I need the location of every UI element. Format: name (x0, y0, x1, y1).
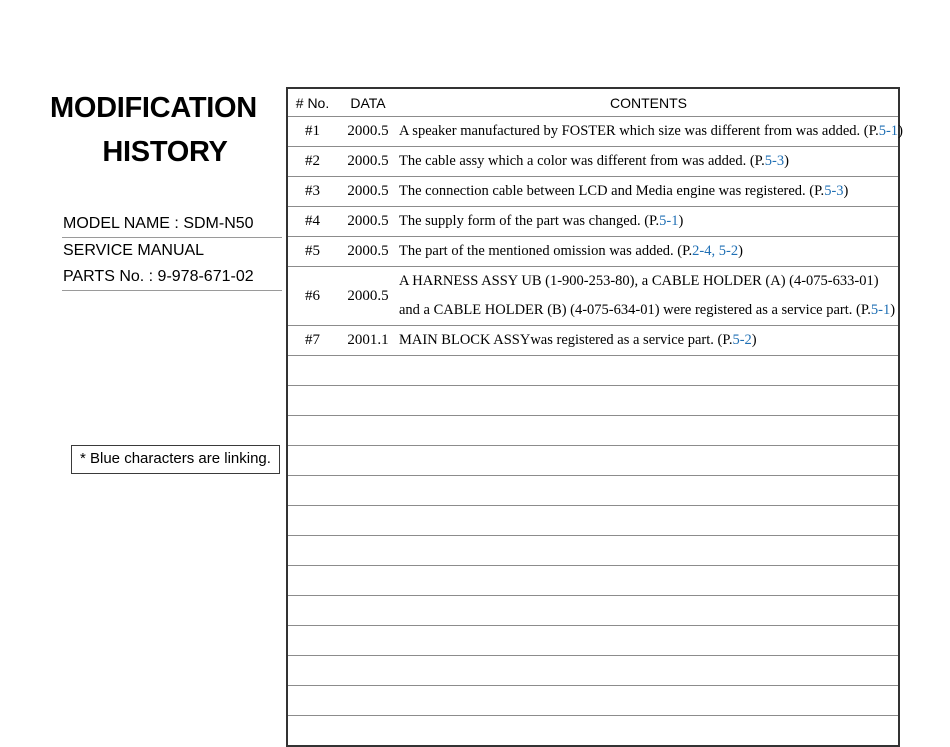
page-title-line-1: MODIFICATION (50, 92, 257, 124)
cell-contents (399, 326, 899, 356)
table-row-empty (287, 656, 899, 686)
cell-date (337, 716, 399, 747)
table-body (287, 117, 903, 747)
cell-contents (399, 476, 899, 506)
cell-contents (399, 267, 899, 326)
cell-revision-no (287, 446, 337, 476)
cell-revision-no: #7 (287, 326, 337, 356)
page-reference-link[interactable]: 5-1 (659, 213, 679, 229)
cell-revision-no (287, 566, 337, 596)
table-row-empty (287, 566, 899, 596)
cell-revision-no (287, 716, 337, 747)
column-header-no: # No. (287, 88, 337, 117)
model-name-label: MODEL NAME : SDM-N50 (63, 215, 254, 232)
blue-link-note-text: * Blue characters are linking. (80, 450, 271, 467)
cell-contents (399, 356, 899, 386)
parts-no-label: PARTS No. : 9-978-671-02 (63, 268, 254, 285)
table-row-empty (287, 416, 899, 446)
page-reference-link[interactable]: 5-2 (732, 332, 752, 348)
contents-text: ) (751, 332, 757, 348)
page-reference-link[interactable]: 5-1 (878, 123, 899, 139)
cell-contents (399, 596, 899, 626)
cell-contents (399, 207, 899, 237)
cell-revision-no (287, 356, 337, 386)
cell-contents (399, 446, 899, 476)
cell-revision-no (287, 596, 337, 626)
column-header-contents: CONTENTS (399, 88, 899, 117)
contents-text: The connection cable between LCD and Media engine was registered. (P. (399, 183, 825, 199)
cell-revision-no: #2 (287, 147, 337, 177)
cell-contents (399, 626, 899, 656)
page-reference-link[interactable]: 2-4, 5-2 (692, 243, 739, 259)
page-reference-link[interactable]: 5-3 (764, 153, 785, 169)
cell-date (337, 626, 399, 656)
contents-text: ) (890, 302, 896, 318)
cell-date: 2000.5 (337, 237, 399, 267)
contents-line (399, 326, 898, 355)
cell-date: 2000.5 (337, 177, 399, 207)
table-row-empty (287, 716, 899, 747)
cell-date (337, 416, 399, 446)
cell-date: 2000.5 (337, 267, 399, 326)
table-row-empty (287, 536, 899, 566)
contents-text: MAIN BLOCK ASSYwas registered as a service part. (P. (399, 332, 733, 348)
page-reference-link[interactable]: 5-3 (824, 183, 844, 199)
cell-date (337, 536, 399, 566)
table-row (287, 207, 899, 237)
cell-revision-no: #3 (287, 177, 337, 207)
table-header (287, 88, 899, 117)
contents-text: The supply form of the part was changed. (P. (399, 213, 660, 229)
cell-revision-no (287, 476, 337, 506)
cell-revision-no (287, 656, 337, 686)
table-row (287, 147, 899, 177)
cell-revision-no: #4 (287, 207, 337, 237)
table-row-empty (287, 506, 899, 536)
cell-contents (399, 237, 899, 267)
cell-revision-no (287, 626, 337, 656)
contents-text: ) (784, 153, 789, 169)
table-row (287, 237, 899, 267)
contents-line (399, 296, 898, 325)
cell-revision-no (287, 386, 337, 416)
cell-contents (399, 147, 899, 177)
contents-text: ) (738, 243, 743, 259)
cell-date: 2001.1 (337, 326, 399, 356)
table-row-empty (287, 686, 899, 716)
cell-contents (399, 117, 903, 147)
cell-contents (399, 716, 899, 747)
contents-text: A HARNESS ASSY UB (1-900-253-80), a CABLE HOLDER (A) (4-075-633-01) (399, 273, 879, 289)
page-title (52, 86, 284, 174)
service-manual-label: SERVICE MANUAL (63, 242, 205, 259)
page-title-line-2: HISTORY (102, 136, 228, 168)
cell-contents (399, 656, 899, 686)
left-info-panel (50, 86, 284, 467)
table-row-empty (287, 386, 899, 416)
cell-date: 2000.5 (337, 117, 399, 147)
contents-line (399, 117, 903, 146)
cell-contents (399, 177, 899, 207)
contents-line (399, 177, 898, 206)
cell-contents (399, 386, 899, 416)
contents-text: ) (898, 123, 903, 139)
table-row (287, 117, 899, 147)
cell-date (337, 386, 399, 416)
contents-line (399, 237, 898, 266)
contents-text: and a CABLE HOLDER (B) (4-075-634-01) were registered as a service part. (P. (399, 302, 871, 318)
cell-revision-no: #6 (287, 267, 337, 326)
contents-line (399, 207, 898, 236)
contents-text: A speaker manufactured by FOSTER which size was different from was added. (P. (399, 123, 879, 139)
table-row-empty (287, 476, 899, 506)
table-row-empty (287, 446, 899, 476)
table-row-empty (287, 356, 899, 386)
contents-text: The part of the mentioned omission was added. (P. (399, 243, 693, 259)
cell-contents (399, 416, 899, 446)
contents-text: ) (843, 183, 849, 199)
cell-date (337, 596, 399, 626)
cell-revision-no (287, 686, 337, 716)
divider-under-parts-no (62, 290, 282, 291)
table-row (287, 267, 899, 326)
cell-contents (399, 536, 899, 566)
modification-history-table (286, 87, 903, 747)
contents-text: ) (678, 213, 684, 229)
table-row (287, 177, 899, 207)
document-identity-block (62, 211, 282, 467)
cell-date: 2000.5 (337, 147, 399, 177)
cell-date (337, 686, 399, 716)
table-row-empty (287, 626, 899, 656)
contents-line (399, 147, 898, 176)
column-header-data: DATA (337, 88, 399, 117)
cell-revision-no (287, 416, 337, 446)
contents-line (399, 267, 898, 296)
cell-date: 2000.5 (337, 207, 399, 237)
cell-date (337, 476, 399, 506)
cell-revision-no: #5 (287, 237, 337, 267)
cell-revision-no (287, 506, 337, 536)
contents-text: The cable assy which a color was different from was added. (P. (399, 153, 765, 169)
cell-contents (399, 566, 899, 596)
cell-revision-no (287, 536, 337, 566)
cell-date (337, 506, 399, 536)
page-reference-link[interactable]: 5-1 (870, 302, 891, 318)
cell-contents (399, 686, 899, 716)
table-header-row (287, 88, 899, 117)
cell-date (337, 566, 399, 596)
blue-link-note-box (71, 445, 280, 474)
cell-date (337, 356, 399, 386)
table-row-empty (287, 596, 899, 626)
cell-date (337, 656, 399, 686)
cell-revision-no: #1 (287, 117, 337, 147)
table-row (287, 326, 899, 356)
cell-date (337, 446, 399, 476)
cell-contents (399, 506, 899, 536)
